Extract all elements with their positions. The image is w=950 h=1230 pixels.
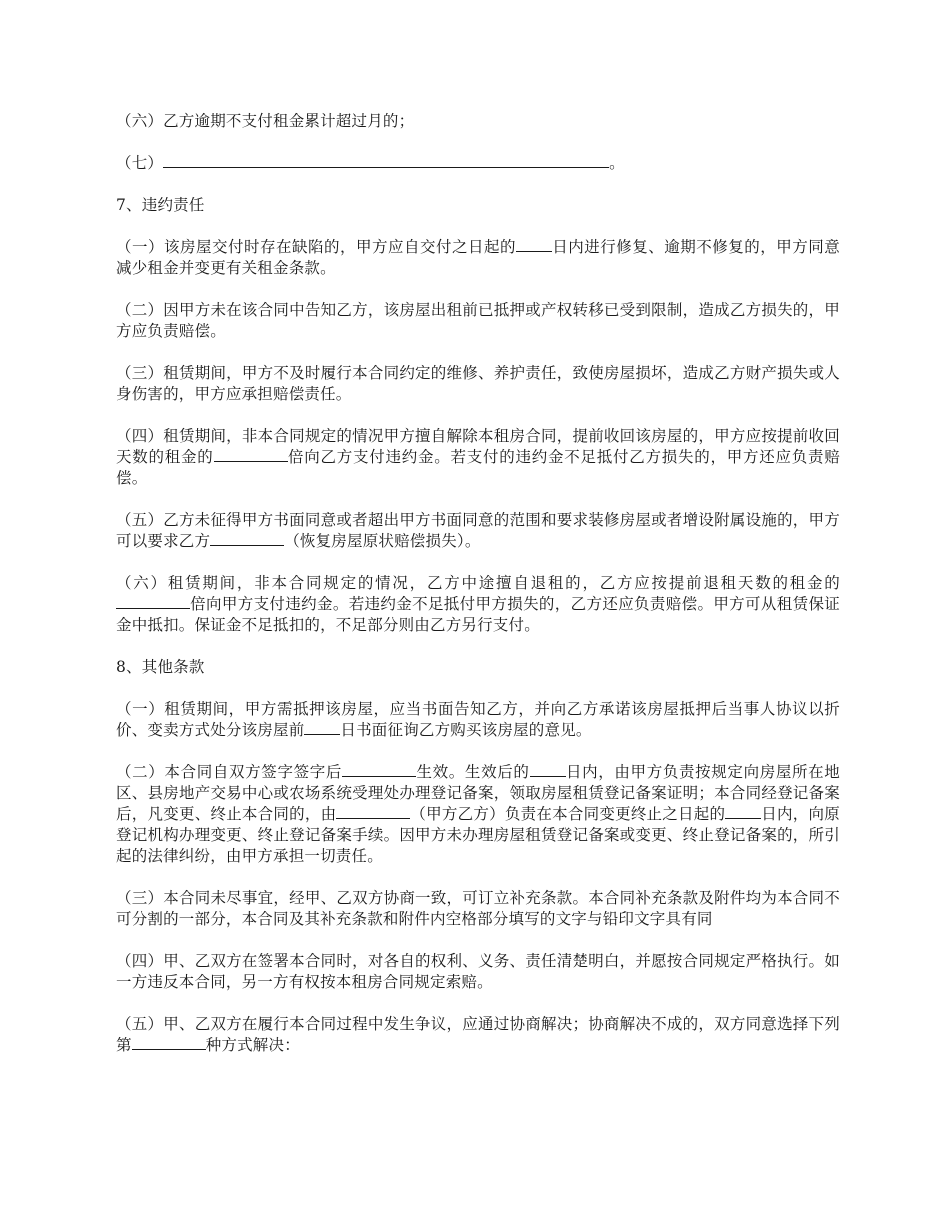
- fill-blank[interactable]: [116, 594, 190, 609]
- fill-blank[interactable]: [210, 531, 284, 546]
- clause-8-5: （五）甲、乙双方在履行本合同过程中发生争议，应通过协商解决；协商解决不成的，双方同意选择下列第 种方式解决：: [116, 1015, 840, 1054]
- clause-6-7: （七） 。: [116, 154, 625, 172]
- clause-8-4: （四）甲、乙双方在签署本合同时，对各自的权利、义务、责任清楚明白，并愿按合同规定严格执行。如一方违反本合同，另一方有权按本租房合同规定索赔。: [116, 952, 840, 991]
- section-heading-8: 8、其他条款: [116, 658, 205, 676]
- clause-7-5: （五）乙方未征得甲方书面同意或者超出甲方书面同意的范围和要求装修房屋或者增设附属设施的，甲方可以要求乙方 （恢复房屋原状赔偿损失）。: [116, 511, 840, 550]
- fill-blank[interactable]: [516, 237, 552, 252]
- clause-7-6: （六）租赁期间，非本合同规定的情况，乙方中途擅自退租的，乙方应按提前退租天数的租金的倍向甲方支付违约金。若违约金不足抵付甲方损失的，乙方还应负责赔偿。甲方可从租赁保证金中抵扣。保证金不足抵扣的，不足部分则由乙方另行支付。: [116, 574, 840, 634]
- clause-8-2: （二）本合同自双方签字签字后 生效。生效后的 日内，由甲方负责按规定向房屋所在地区、县房地产交易中心或农场系统受理处办理登记备案，领取房屋租赁登记备案证明；本合同经登记备案后，凡变更、终止本合同的，由 （甲方乙方）负责在本合同变更终止之日起的 日内，向原登记机构办理变更、终止登记备案手续。因甲方未办理房屋租赁登记备案或变更、终止登记备案的，所引起的法律纠纷，由甲方承担一切责任。: [116, 763, 840, 865]
- clause-7-2: （二）因甲方未在该合同中告知乙方，该房屋出租前已抵押或产权转移已受到限制，造成乙方损失的，甲方应负责赔偿。: [116, 301, 840, 340]
- fill-blank[interactable]: [342, 762, 416, 777]
- clause-6-6: （六）乙方逾期不支付租金累计超过月的；: [116, 112, 415, 130]
- fill-blank[interactable]: [304, 720, 340, 735]
- clause-8-1: （一）租赁期间，甲方需抵押该房屋，应当书面告知乙方，并向乙方承诺该房屋抵押后当事人协议以折价、变卖方式处分该房屋前 日书面征询乙方购买该房屋的意见。: [116, 700, 840, 739]
- document-page: [116, 111, 840, 1056]
- clause-8-3: （三）本合同未尽事宜，经甲、乙双方协商一致，可订立补充条款。本合同补充条款及附件均为本合同不可分割的一部分，本合同及其补充条款和附件内空格部分填写的文字与铅印文字具有同: [116, 889, 840, 928]
- fill-blank[interactable]: [530, 762, 566, 777]
- clause-7-3: （三）租赁期间，甲方不及时履行本合同约定的维修、养护责任，致使房屋损坏，造成乙方财产损失或人身伤害的，甲方应承担赔偿责任。: [116, 364, 840, 403]
- clause-7-1: （一）该房屋交付时存在缺陷的，甲方应自交付之日起的 日内进行修复、逾期不修复的，甲方同意减少租金并变更有关租金条款。: [116, 238, 840, 277]
- fill-blank[interactable]: [214, 447, 288, 462]
- clause-7-4: （四）租赁期间，非本合同规定的情况甲方擅自解除本租房合同，提前收回该房屋的，甲方应按提前收回天数的租金的 倍向乙方支付违约金。若支付的违约金不足抵付乙方损失的，甲方还应负责赔偿。: [116, 427, 840, 487]
- fill-blank[interactable]: [163, 153, 609, 168]
- section-heading-7: 7、违约责任: [116, 196, 205, 214]
- fill-blank[interactable]: [132, 1035, 206, 1050]
- fill-blank[interactable]: [725, 804, 761, 819]
- fill-blank[interactable]: [336, 804, 410, 819]
